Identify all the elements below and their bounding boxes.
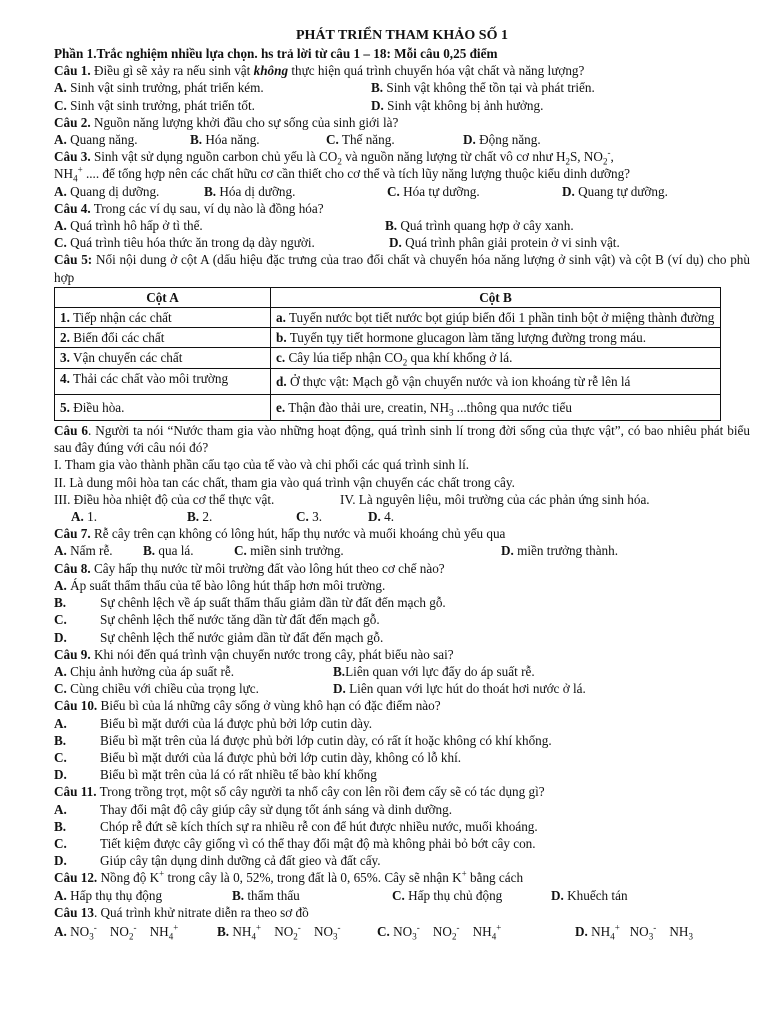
column-a-header: Cột A: [55, 287, 271, 307]
q9-options-row1: A. Chịu ảnh hưởng của áp suất rễ. B.Liên quan với lực đẩy do áp suất rễ.: [54, 663, 535, 679]
q4-options-row2: C. Quá trình tiêu hóa thức ăn trong dạ dày người. D. Quá trình phân giải protein ở vi sinh vật.: [54, 235, 620, 251]
q6-statement-2: II. Là dung môi hòa tan các chất, tham gia vào quá trình vận chuyển các chất trong cây.: [54, 474, 515, 490]
table-row: 5. Điều hòa. e. Thận đào thải ure, creatin, $NH_3$ ...thông qua nước tiểu: [55, 394, 721, 420]
q13-options: A. $NO_3^-$ $NO_2^-$ $NH_4^+$ B. $NH_4^+$ $NO_2^-$ $NO_3^-$ C. $NO_3^-$ $NO_2^-$ $NH_4^+$ D. $NH_4^+$ $NO_3^-$ $NH_3$: [54, 922, 693, 942]
q8-option-d: D. Sự chênh lệch thế nước giảm dần từ đất đến mạch gỗ.: [54, 629, 384, 645]
part-heading: Phần 1.Trắc nghiệm nhiều lựa chọn. hs trả lời từ câu 1 – 18: Mỗi câu 0,25 điểm: [54, 46, 498, 61]
table-row: 3. Vận chuyển các chất c. Cây lúa tiếp nhận $CO_2$ qua khí khổng ở lá.: [55, 348, 721, 368]
q2-options: A. Quang năng. B. Hóa năng. C. Thế năng. D. Động năng.: [54, 132, 541, 148]
column-b-header: Cột B: [271, 287, 721, 307]
question-1: Câu 1. Điều gì sẽ xảy ra nếu sinh vật không thực hiện quá trình chuyển hóa vật chất và năng lượng?: [54, 63, 585, 79]
question-3-cont: $NH_4^+$ .... để tổng hợp nên các chất hữu cơ cần thiết cho cơ thể và tích lũy năng lượng thuộc kiểu dinh dưỡng?: [54, 165, 631, 185]
q6-statements-3-4: III. Điều hòa nhiệt độ của cơ thể thực vật. IV. Là nguyên liệu, môi trường của các phản ứng sinh hóa.: [54, 491, 650, 507]
q6-statement-1: I. Tham gia vào thành phần cấu tạo của tế vào và chi phối các quá trình sinh lí.: [54, 457, 470, 473]
matching-table: [54, 287, 721, 421]
q10-option-b: B. Biểu bì mặt trên của lá được phủ bởi lớp cutin dày, có rất ít hoặc không có khí khổng.: [54, 732, 552, 748]
table-row: 2. Biến đổi các chất b. Tuyến tụy tiết hormone glucagon làm tăng lượng đường trong máu.: [55, 328, 721, 348]
q10-option-a: A. Biểu bì mặt dưới của lá được phủ bởi lớp cutin dày.: [54, 715, 373, 731]
q6-options: A. 1. B. 2. C. 3. D. 4.: [71, 509, 395, 525]
question-9: Câu 9. Khi nói đến quá trình vận chuyển nước trong cây, phát biểu nào sai?: [54, 646, 454, 662]
table-row: 4. Thải các chất vào môi trường d. Ở thực vật: Mạch gỗ vận chuyển nước và ion khoáng từ rễ lên lá: [55, 368, 721, 394]
q4-options-row1: A. Quá trình hô hấp ở tì thể. B. Quá trình quang hợp ở cây xanh.: [54, 218, 574, 234]
q11-option-b: B. Chóp rễ đứt sẽ kích thích sự ra nhiều rễ con để hút được nhiều nước, muối khoáng.: [54, 818, 538, 834]
q8-option-a: A. Áp suất thẩm thấu của tế bào lông hút thấp hơn môi trường.: [54, 577, 386, 593]
q3-options: A. Quang dị dưỡng. B. Hóa dị dưỡng. C. Hóa tự dưỡng. D. Quang tự dưỡng.: [54, 183, 668, 199]
question-5: Câu 5: Nối nội dung ở cột A (dấu hiệu đặc trưng của trao đổi chất và chuyển hóa năng lượng ở sinh vật) và cột B (ví dụ) cho phù hợp: [54, 252, 750, 285]
table-row: 1. Tiếp nhận các chất a. Tuyến nước bọt tiết nước bọt giúp biến đổi 1 phần tinh bột ở miệng thành đường: [55, 308, 721, 328]
question-4: Câu 4. Trong các ví dụ sau, ví dụ nào là đồng hóa?: [54, 200, 324, 216]
q11-option-a: A. Thay đổi mật độ cây giúp cây sử dụng tốt ánh sáng và dinh dưỡng.: [54, 801, 452, 817]
question-10: Câu 10. Biểu bì của lá những cây sống ở vùng khô hạn có đặc điểm nào?: [54, 698, 441, 714]
question-7: Câu 7. Rễ cây trên cạn không có lông hút, hấp thụ nước và muối khoáng chủ yếu qua: [54, 526, 506, 542]
q1-options-row1: A. Sinh vật sinh trưởng, phát triển kém. B. Sinh vật không thể tồn tại và phát triển.: [54, 80, 595, 96]
q10-option-c: C. Biểu bì mặt dưới của lá được phủ bởi lớp cutin dày, không có lỗ khí.: [54, 749, 462, 765]
q7-options: A. Nấm rễ. B. qua lá. C. miền sinh trưởng. D. miền trưởng thành.: [54, 543, 619, 559]
question-3: Câu 3. Sinh vật sử dụng nguồn carbon chủ yếu là $CO_2$ và nguồn năng lượng từ chất vô cơ như $H_2S$, $NO_2^-$,: [54, 147, 614, 167]
q9-options-row2: C. Cùng chiều với chiều của trọng lực. D. Liên quan với lực hút do thoát hơi nước ở lá.: [54, 681, 586, 697]
question-6: Câu 6. Người ta nói “Nước tham gia vào những hoạt động, quá trình sinh lí trong đời sống của thực vật”, có bao nhiêu phát biểu sau đây đúng với câu nói đó?: [54, 423, 751, 456]
question-8: Câu 8. Cây hấp thụ nước từ môi trường đất vào lông hút theo cơ chế nào?: [54, 560, 445, 576]
q11-option-c: C. Tiết kiệm được cây giống vì có thể thay đổi mật độ mà không phải bỏ bớt cây con.: [54, 835, 536, 851]
q1-options-row2: C. Sinh vật sinh trưởng, phát triển tốt. D. Sinh vật không bị ảnh hưởng.: [54, 97, 544, 113]
q12-options: A. Hấp thụ thụ động B. thẩm thấu C. Hấp thụ chủ động D. Khuếch tán: [54, 887, 628, 903]
question-11: Câu 11. Trong trồng trọt, một số cây người ta nhổ cây con lên rồi đem cấy sẽ có tác dụng gì?: [54, 784, 545, 800]
question-13: Câu 13. Quá trình khử nitrate diễn ra theo sơ đồ: [54, 904, 309, 920]
q8-option-b: B. Sự chênh lệch về áp suất thẩm thấu giảm dần từ đất đến mạch gỗ.: [54, 595, 446, 611]
document-title: PHÁT TRIỂN THAM KHẢO SỐ 1: [296, 28, 508, 43]
q10-option-d: D. Biểu bì mặt trên của lá có rất nhiều tế bào khí khổng: [54, 767, 377, 783]
question-2: Câu 2. Nguồn năng lượng khởi đầu cho sự sống của sinh giới là?: [54, 114, 399, 130]
q11-option-d: D. Giúp cây tận dụng dinh dưỡng cả đất gieo và đất cấy.: [54, 853, 381, 869]
question-12: Câu 12. Nồng độ K+ trong cây là 0, 52%, trong đất là 0, 65%. Cây sẽ nhận K+ bằng cách: [54, 868, 524, 886]
q8-option-c: C. Sự chênh lệch thế nước tăng dần từ đất đến mạch gỗ.: [54, 612, 380, 628]
